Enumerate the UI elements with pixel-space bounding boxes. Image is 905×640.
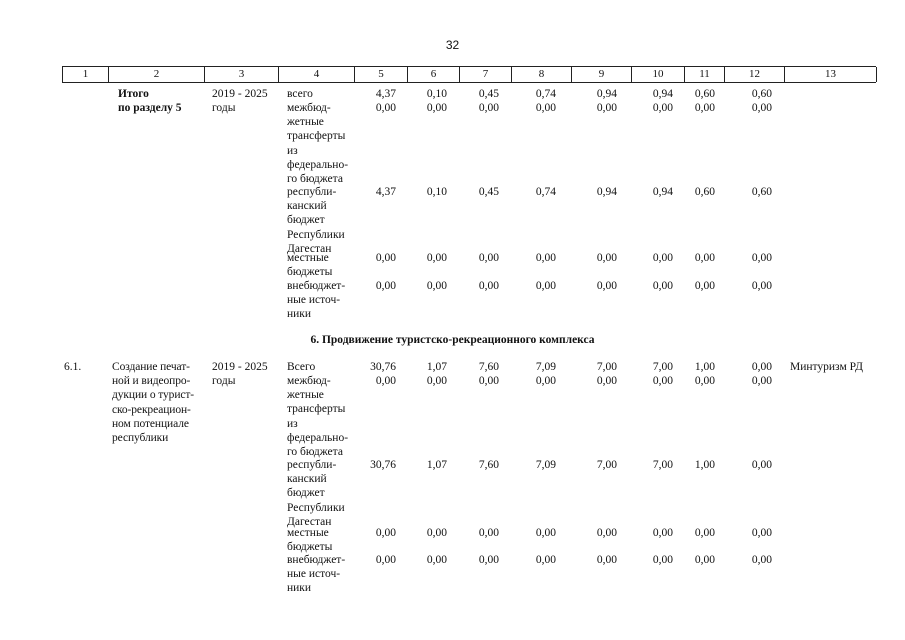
block2-row-label: Всего: [287, 361, 316, 373]
block2-row-value: 0,00: [652, 554, 673, 566]
block2-row-value: 7,09: [535, 361, 556, 373]
block2-row-value: 1,00: [694, 459, 715, 471]
block1-row-value: 0,60: [751, 186, 772, 198]
block2-row-value: 1,07: [426, 361, 447, 373]
block1-name-line2: по разделу 5: [118, 102, 182, 114]
col-header-10: 10: [632, 67, 685, 82]
block2-row-value: 0,00: [478, 375, 499, 387]
block2-row-value: 0,00: [751, 554, 772, 566]
block1-row-value: 0,00: [375, 102, 396, 114]
col-header-9: 9: [572, 67, 632, 82]
block1-row-value: 0,00: [751, 102, 772, 114]
block1-row-value: 0,60: [694, 186, 715, 198]
block2-row-value: 7,09: [535, 459, 556, 471]
block1-row-value: 0,60: [751, 88, 772, 100]
block2-row-value: 0,00: [426, 554, 447, 566]
block2-row-label: межбюд- жетные трансферты из федерально- го бюджета: [287, 375, 349, 459]
block1-row-value: 0,10: [426, 88, 447, 100]
block1-years-line2: годы: [212, 102, 236, 114]
block1-row-label: местные бюджеты: [287, 252, 333, 279]
block2-row-value: 0,00: [694, 554, 715, 566]
block2-row-value: 0,00: [751, 375, 772, 387]
block2-name: Создание печат- ной и видеопро- дукции о турист- ско-рекреацион- ном потенциале республики: [112, 361, 195, 445]
block1-row-value: 0,00: [652, 280, 673, 292]
block1-row-value: 0,00: [375, 252, 396, 264]
block2-row-label: внебюджет- ные источ- ники: [287, 554, 346, 595]
block1-years-line1: 2019 - 2025: [212, 88, 268, 100]
block1-row-label: всего: [287, 88, 313, 100]
col-header-8: 8: [512, 67, 572, 82]
block1-row-value: 0,00: [478, 252, 499, 264]
block2-row-value: 0,00: [535, 527, 556, 539]
block2-number: 6.1.: [64, 361, 82, 373]
block2-years-line2: годы: [212, 375, 236, 387]
block1-row-value: 0,00: [535, 280, 556, 292]
col-header-2: 2: [109, 67, 205, 82]
block1-row-value: 0,00: [596, 252, 617, 264]
block2-row-value: 1,07: [426, 459, 447, 471]
block1-row-label: внебюджет- ные источ- ники: [287, 280, 346, 321]
block2-row-value: 0,00: [751, 361, 772, 373]
block2-row-value: 0,00: [751, 459, 772, 471]
block1-row-value: 0,00: [694, 280, 715, 292]
block2-executor: Минтуризм РД: [790, 361, 863, 373]
block2-row-value: 0,00: [375, 375, 396, 387]
block1-row-value: 0,74: [535, 186, 556, 198]
block2-row-value: 7,00: [652, 459, 673, 471]
col-header-12: 12: [725, 67, 785, 82]
col-header-5: 5: [355, 67, 408, 82]
block2-row-value: 0,00: [694, 375, 715, 387]
block2-row-value: 30,76: [370, 361, 396, 373]
block1-row-value: 0,00: [596, 280, 617, 292]
block1-row-value: 0,60: [694, 88, 715, 100]
block1-row-value: 0,00: [694, 252, 715, 264]
block1-row-value: 0,00: [535, 102, 556, 114]
block2-row-value: 0,00: [426, 527, 447, 539]
col-header-4: 4: [279, 67, 355, 82]
block2-years-line1: 2019 - 2025: [212, 361, 268, 373]
page-number: 32: [445, 38, 460, 52]
block2-row-value: 0,00: [375, 554, 396, 566]
block2-row-value: 7,60: [478, 459, 499, 471]
col-header-1: 1: [63, 67, 109, 82]
block2-row-value: 7,00: [596, 361, 617, 373]
block1-row-value: 4,37: [375, 186, 396, 198]
block2-row-value: 0,00: [694, 527, 715, 539]
block1-row-value: 0,00: [478, 102, 499, 114]
block1-row-value: 0,00: [596, 102, 617, 114]
block1-row-value: 0,00: [375, 280, 396, 292]
block2-row-value: 7,60: [478, 361, 499, 373]
block1-row-value: 0,00: [751, 252, 772, 264]
col-header-11: 11: [685, 67, 725, 82]
col-header-13: 13: [785, 67, 877, 82]
block2-row-label: местные бюджеты: [287, 527, 333, 554]
block1-row-label: межбюд- жетные трансферты из федерально- го бюджета: [287, 102, 349, 186]
col-header-7: 7: [460, 67, 512, 82]
block2-row-value: 0,00: [751, 527, 772, 539]
block1-row-value: 0,10: [426, 186, 447, 198]
block1-row-value: 0,00: [751, 280, 772, 292]
block1-row-value: 0,45: [478, 88, 499, 100]
block1-row-value: 0,00: [694, 102, 715, 114]
block1-row-value: 0,74: [535, 88, 556, 100]
col-header-3: 3: [205, 67, 279, 82]
section-title: 6. Продвижение туристско-рекреационного комплекса: [310, 334, 595, 346]
block1-name-line1: Итого: [118, 88, 149, 100]
block2-row-value: 0,00: [652, 527, 673, 539]
block2-row-value: 0,00: [426, 375, 447, 387]
block1-row-value: 0,94: [652, 186, 673, 198]
block2-row-value: 0,00: [596, 527, 617, 539]
column-number-header: [62, 66, 876, 83]
block1-row-value: 0,45: [478, 186, 499, 198]
block2-row-value: 0,00: [478, 527, 499, 539]
block1-row-value: 4,37: [375, 88, 396, 100]
block2-row-value: 0,00: [596, 554, 617, 566]
block2-row-value: 30,76: [370, 459, 396, 471]
block2-row-value: 7,00: [652, 361, 673, 373]
col-header-6: 6: [408, 67, 460, 82]
block2-row-value: 0,00: [596, 375, 617, 387]
block1-row-value: 0,00: [652, 102, 673, 114]
block1-row-value: 0,00: [426, 280, 447, 292]
block1-row-value: 0,94: [596, 186, 617, 198]
block1-row-value: 0,94: [652, 88, 673, 100]
block2-row-value: 0,00: [478, 554, 499, 566]
block1-row-value: 0,00: [478, 280, 499, 292]
block2-row-label: республи- канский бюджет Республики Дагестан: [287, 459, 345, 528]
block1-row-value: 0,00: [426, 102, 447, 114]
block2-row-value: 7,00: [596, 459, 617, 471]
block2-row-value: 0,00: [375, 527, 396, 539]
block2-row-value: 1,00: [694, 361, 715, 373]
block1-row-label: республи- канский бюджет Республики Дагестан: [287, 186, 345, 255]
block1-row-value: 0,00: [535, 252, 556, 264]
block1-row-value: 0,94: [596, 88, 617, 100]
block1-row-value: 0,00: [426, 252, 447, 264]
block1-row-value: 0,00: [652, 252, 673, 264]
block2-row-value: 0,00: [535, 375, 556, 387]
block2-row-value: 0,00: [652, 375, 673, 387]
block2-row-value: 0,00: [535, 554, 556, 566]
